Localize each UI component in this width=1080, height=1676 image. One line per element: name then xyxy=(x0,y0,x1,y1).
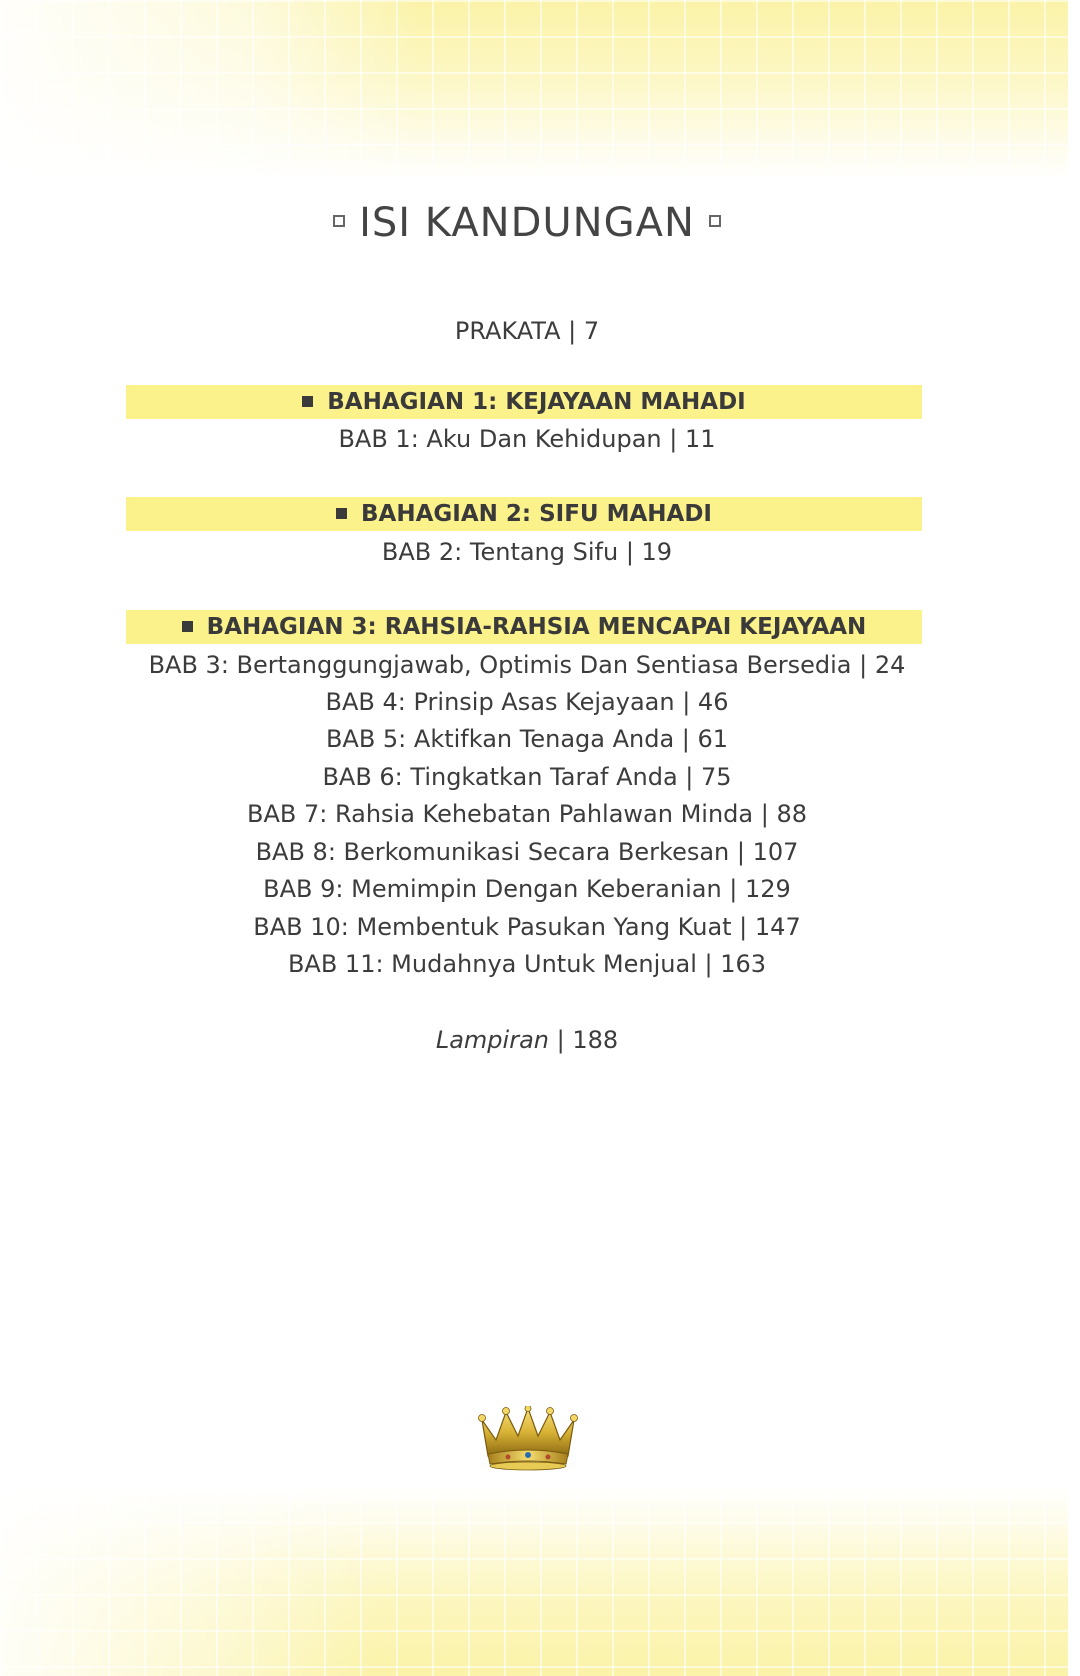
square-ornament-icon xyxy=(709,215,721,227)
toc-entry: BAB 11: Mudahnya Untuk Menjual | 163 xyxy=(287,950,767,978)
square-bullet-icon xyxy=(302,396,313,407)
toc-entry: BAB 8: Berkomunikasi Secara Berkesan | 107 xyxy=(255,838,799,866)
toc-entry: BAB 4: Prinsip Asas Kejayaan | 46 xyxy=(325,688,729,716)
page-title-text: ISI KANDUNGAN xyxy=(359,200,695,246)
square-ornament-icon xyxy=(333,215,345,227)
part-heading-3 xyxy=(126,610,922,644)
toc-entry: BAB 6: Tingkatkan Taraf Anda | 75 xyxy=(322,763,732,791)
toc-entry: BAB 9: Memimpin Dengan Keberanian | 129 xyxy=(263,875,791,903)
part-heading-text: BAHAGIAN 1: KEJAYAAN MAHADI xyxy=(327,389,746,415)
toc-entry: BAB 10: Membentuk Pasukan Yang Kuat | 147 xyxy=(253,913,801,941)
toc-entry: BAB 7: Rahsia Kehebatan Pahlawan Minda | 88 xyxy=(247,800,807,828)
page-edge xyxy=(1068,0,1080,1676)
square-bullet-icon xyxy=(182,621,193,632)
part-heading-1 xyxy=(126,385,922,419)
toc-entry: BAB 2: Tentang Sifu | 19 xyxy=(381,538,673,566)
toc-entry: BAB 3: Bertanggungjawab, Optimis Dan Sentiasa Bersedia | 24 xyxy=(148,651,906,679)
toc-entry-prakata: PRAKATA | 7 xyxy=(454,317,600,345)
toc-entry: BAB 1: Aku Dan Kehidupan | 11 xyxy=(338,425,716,453)
part-heading-2 xyxy=(126,497,922,531)
toc-entry: BAB 5: Aktifkan Tenaga Anda | 61 xyxy=(325,725,729,753)
square-bullet-icon xyxy=(336,508,347,519)
appendix-page: | 188 xyxy=(549,1026,619,1054)
appendix-label: Lampiran xyxy=(435,1026,549,1054)
crown-icon xyxy=(474,1406,582,1472)
toc-entry-appendix xyxy=(0,1025,1054,1055)
page-title xyxy=(0,200,1054,246)
part-heading-text: BAHAGIAN 3: RAHSIA-RAHSIA MENCAPAI KEJAYAAN xyxy=(206,614,867,640)
part-heading-text: BAHAGIAN 2: SIFU MAHADI xyxy=(361,501,712,527)
